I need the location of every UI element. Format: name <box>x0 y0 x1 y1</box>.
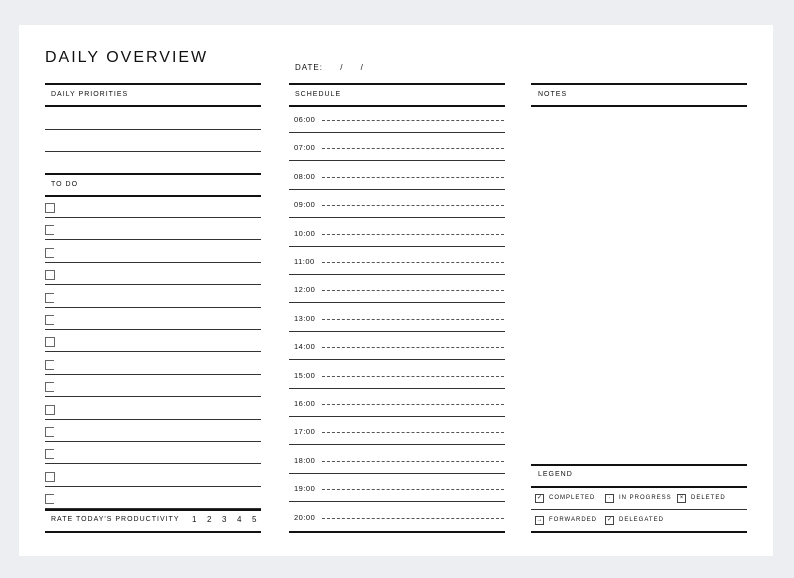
todo-line[interactable] <box>45 441 261 442</box>
schedule-entry-line[interactable] <box>322 120 504 121</box>
schedule-entry-line[interactable] <box>322 177 504 178</box>
legend-label: LEGEND <box>538 471 573 478</box>
todo-checkbox[interactable] <box>45 472 55 482</box>
priorities-header-rule <box>45 105 261 107</box>
schedule-time: 10:00 <box>294 229 316 238</box>
schedule-label: SCHEDULE <box>295 91 342 98</box>
todo-line[interactable] <box>45 329 261 330</box>
todo-checkbox[interactable] <box>45 293 54 303</box>
todo-checkbox[interactable] <box>45 494 54 504</box>
schedule-time: 16:00 <box>294 399 316 408</box>
notes-label: NOTES <box>538 91 568 98</box>
schedule-divider <box>289 501 505 502</box>
legend-header-rule <box>531 486 747 488</box>
schedule-entry-line[interactable] <box>322 518 504 519</box>
todo-line[interactable] <box>45 486 261 487</box>
legend-bottom-rule <box>531 531 747 533</box>
rating-option-1[interactable]: 1 <box>192 515 197 524</box>
schedule-time: 09:00 <box>294 200 316 209</box>
schedule-entry-line[interactable] <box>322 319 504 320</box>
legend-in-progress: IN PROGRESS <box>619 495 672 501</box>
schedule-divider <box>289 416 505 417</box>
schedule-time: 11:00 <box>294 257 315 266</box>
todo-checkbox[interactable] <box>45 248 54 258</box>
schedule-divider <box>289 473 505 474</box>
todo-checkbox[interactable] <box>45 405 55 415</box>
todo-checkbox[interactable] <box>45 449 54 459</box>
schedule-divider <box>289 217 505 218</box>
planner-sheet <box>19 25 773 556</box>
todo-line[interactable] <box>45 351 261 352</box>
todo-checkbox[interactable] <box>45 360 54 370</box>
deleted-icon: × <box>677 494 686 503</box>
date-field[interactable] <box>295 63 364 72</box>
schedule-entry-line[interactable] <box>322 489 504 490</box>
delegated-icon: ✓ <box>606 517 613 523</box>
schedule-entry-line[interactable] <box>322 148 504 149</box>
schedule-divider <box>289 132 505 133</box>
schedule-entry-line[interactable] <box>322 205 504 206</box>
todo-top-rule <box>45 173 261 175</box>
rating-label: RATE TODAY'S PRODUCTIVITY <box>51 516 180 523</box>
todo-line[interactable] <box>45 374 261 375</box>
schedule-entry-line[interactable] <box>322 347 504 348</box>
rating-option-4[interactable]: 4 <box>237 515 242 524</box>
todo-label: TO DO <box>51 181 79 188</box>
schedule-divider <box>289 444 505 445</box>
schedule-entry-line[interactable] <box>322 290 504 291</box>
schedule-time: 18:00 <box>294 456 316 465</box>
legend-completed: COMPLETED <box>549 495 596 501</box>
page-title: DAILY OVERVIEW <box>45 49 209 66</box>
rating-option-2[interactable]: 2 <box>207 515 212 524</box>
schedule-time: 13:00 <box>294 314 316 323</box>
forwarded-icon: → <box>536 517 543 523</box>
todo-line[interactable] <box>45 217 261 218</box>
legend-delegated: DELEGATED <box>619 517 664 523</box>
todo-header-rule <box>45 195 261 197</box>
schedule-time: 15:00 <box>294 371 316 380</box>
date-label: DATE: <box>295 63 323 72</box>
rating-option-5[interactable]: 5 <box>252 515 257 524</box>
todo-line[interactable] <box>45 307 261 308</box>
schedule-top-rule <box>289 83 505 85</box>
schedule-time: 12:00 <box>294 285 316 294</box>
date-separator-2: / <box>360 63 364 72</box>
priority-line-1[interactable] <box>45 129 261 130</box>
todo-checkbox[interactable] <box>45 382 54 392</box>
date-separator-1: / <box>340 63 344 72</box>
todo-checkbox[interactable] <box>45 337 55 347</box>
schedule-header-rule <box>289 105 505 107</box>
legend-mid-rule <box>531 509 747 510</box>
legend-top-rule <box>531 464 747 466</box>
legend-deleted: DELETED <box>691 495 726 501</box>
notes-area[interactable] <box>531 107 747 462</box>
schedule-divider <box>289 302 505 303</box>
todo-checkbox[interactable] <box>45 270 55 280</box>
schedule-time: 17:00 <box>294 427 316 436</box>
in-progress-icon: · <box>605 494 614 503</box>
todo-checkbox[interactable] <box>45 315 54 325</box>
schedule-divider <box>289 274 505 275</box>
schedule-entry-line[interactable] <box>322 234 504 235</box>
schedule-entry-line[interactable] <box>322 461 504 462</box>
todo-line[interactable] <box>45 463 261 464</box>
priorities-top-rule <box>45 83 261 85</box>
schedule-entry-line[interactable] <box>322 376 504 377</box>
todo-line[interactable] <box>45 239 261 240</box>
todo-checkbox[interactable] <box>45 427 54 437</box>
priority-line-2[interactable] <box>45 151 261 152</box>
todo-line[interactable] <box>45 284 261 285</box>
schedule-time: 20:00 <box>294 513 316 522</box>
schedule-time: 14:00 <box>294 342 316 351</box>
schedule-divider <box>289 388 505 389</box>
schedule-entry-line[interactable] <box>322 262 504 263</box>
notes-top-rule <box>531 83 747 85</box>
schedule-bottom-rule <box>289 531 505 533</box>
priorities-label: DAILY PRIORITIES <box>51 91 129 98</box>
todo-line[interactable] <box>45 396 261 397</box>
schedule-time: 07:00 <box>294 143 316 152</box>
schedule-entry-line[interactable] <box>322 432 504 433</box>
rating-top-rule <box>45 509 261 511</box>
todo-checkbox[interactable] <box>45 225 54 235</box>
todo-line[interactable] <box>45 419 261 420</box>
schedule-divider <box>289 189 505 190</box>
rating-option-3[interactable]: 3 <box>222 515 227 524</box>
completed-icon: ✓ <box>536 495 543 501</box>
schedule-time: 08:00 <box>294 172 316 181</box>
legend-forwarded: FORWARDED <box>549 517 597 523</box>
schedule-time: 06:00 <box>294 115 316 124</box>
schedule-divider <box>289 160 505 161</box>
todo-line[interactable] <box>45 262 261 263</box>
schedule-entry-line[interactable] <box>322 404 504 405</box>
schedule-divider <box>289 359 505 360</box>
schedule-divider <box>289 246 505 247</box>
schedule-time: 19:00 <box>294 484 316 493</box>
schedule-divider <box>289 331 505 332</box>
rating-bottom-rule <box>45 531 261 533</box>
todo-checkbox[interactable] <box>45 203 55 213</box>
